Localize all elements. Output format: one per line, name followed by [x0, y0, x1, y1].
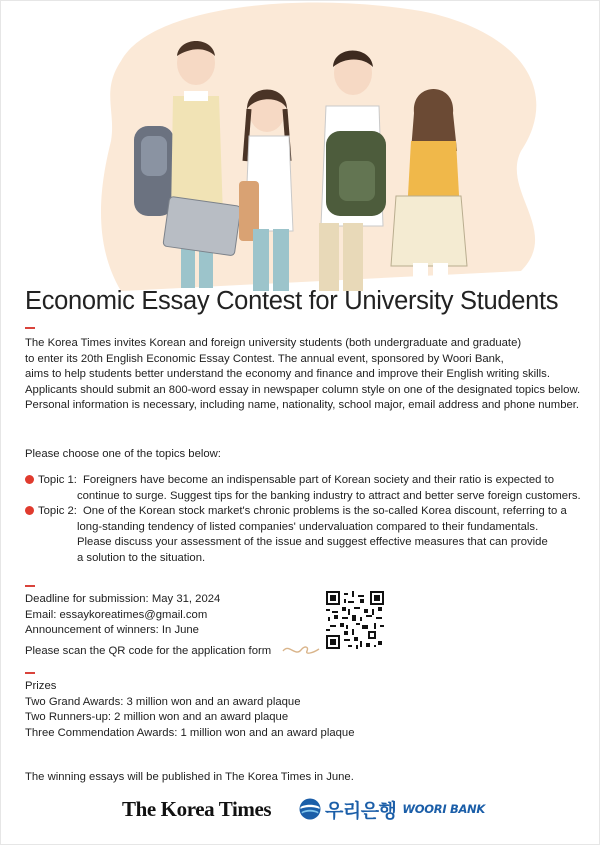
intro-paragraph: [25, 336, 580, 414]
deadline-text: Deadline for submission: May 31, 2024: [25, 593, 221, 605]
prizes-heading: Prizes: [25, 680, 57, 692]
choose-prompt: Please choose one of the topics below:: [25, 448, 221, 460]
email-text[interactable]: Email: essaykoreatimes@gmail.com: [25, 608, 208, 621]
topic-text: Foreigners have become an indispensable part of Korean society and their ratio is expected to: [83, 474, 554, 486]
topic-2: [25, 504, 567, 566]
intro-line: Personal information is necessary, including name, nationality, school major, email address and phone number.: [25, 399, 580, 411]
topic-1: [25, 473, 581, 504]
topic-text: continue to surge. Suggest tips for the banking industry to attract and better serve foreign customers.: [77, 489, 581, 502]
footer-note: The winning essays will be published in The Korea Times in June.: [25, 771, 354, 783]
qr-code-icon[interactable]: [326, 591, 384, 649]
students-illustration-icon: [1, 1, 600, 291]
red-bullet-icon: [25, 506, 34, 515]
intro-line: aims to help students better understand the economy and finance and improve their English writing skills.: [25, 368, 550, 380]
korea-times-logo: The Korea Times: [122, 797, 272, 821]
topic-label: Topic 1:: [38, 474, 77, 486]
topic-text: a solution to the situation.: [77, 551, 206, 564]
prizes-section: [25, 679, 354, 741]
intro-line: to enter its 20th English Economic Essay Contest. The annual event, sponsored by Woori Bank,: [25, 352, 504, 365]
prize-item: Three Commendation Awards: 1 million won and an award plaque: [25, 726, 355, 739]
topic-text: One of the Korean stock market's chronic problems is the so-called Korea discount, referring to a: [83, 505, 567, 517]
announcement-text: Announcement of winners: In June: [25, 624, 199, 636]
red-bullet-icon: [25, 475, 34, 484]
woori-bank-logo: [299, 796, 485, 822]
topic-label: Topic 2:: [38, 505, 77, 517]
topic-text: long-standing tendency of listed companies' undervaluation compared to their fundamentals.: [77, 520, 539, 533]
section-divider: [25, 672, 35, 674]
decorative-swirl-icon: [281, 641, 321, 659]
contest-info: [25, 592, 220, 639]
title-divider: [25, 327, 35, 329]
prize-item: Two Runners-up: 2 million won and an award plaque: [25, 711, 289, 723]
hero-illustration: [1, 1, 600, 291]
topic-text: Please discuss your assessment of the issue and suggest effective measures that can provide: [77, 536, 548, 548]
intro-line: Applicants should submit an 800-word essay in newspaper column style on one of the designated topics below.: [25, 383, 581, 396]
section-divider: [25, 585, 35, 587]
woori-english-wordmark: WOORI BANK: [402, 802, 485, 816]
page-title: Economic Essay Contest for University Students: [25, 287, 559, 315]
prize-item: Two Grand Awards: 3 million won and an award plaque: [25, 695, 301, 708]
woori-bank-logo-mark-icon: [299, 798, 321, 820]
qr-note: Please scan the QR code for the application form: [25, 645, 272, 657]
intro-line: The Korea Times invites Korean and foreign university students (both undergraduate and graduate): [25, 337, 522, 349]
woori-korean-wordmark: 우리은행: [325, 799, 397, 822]
